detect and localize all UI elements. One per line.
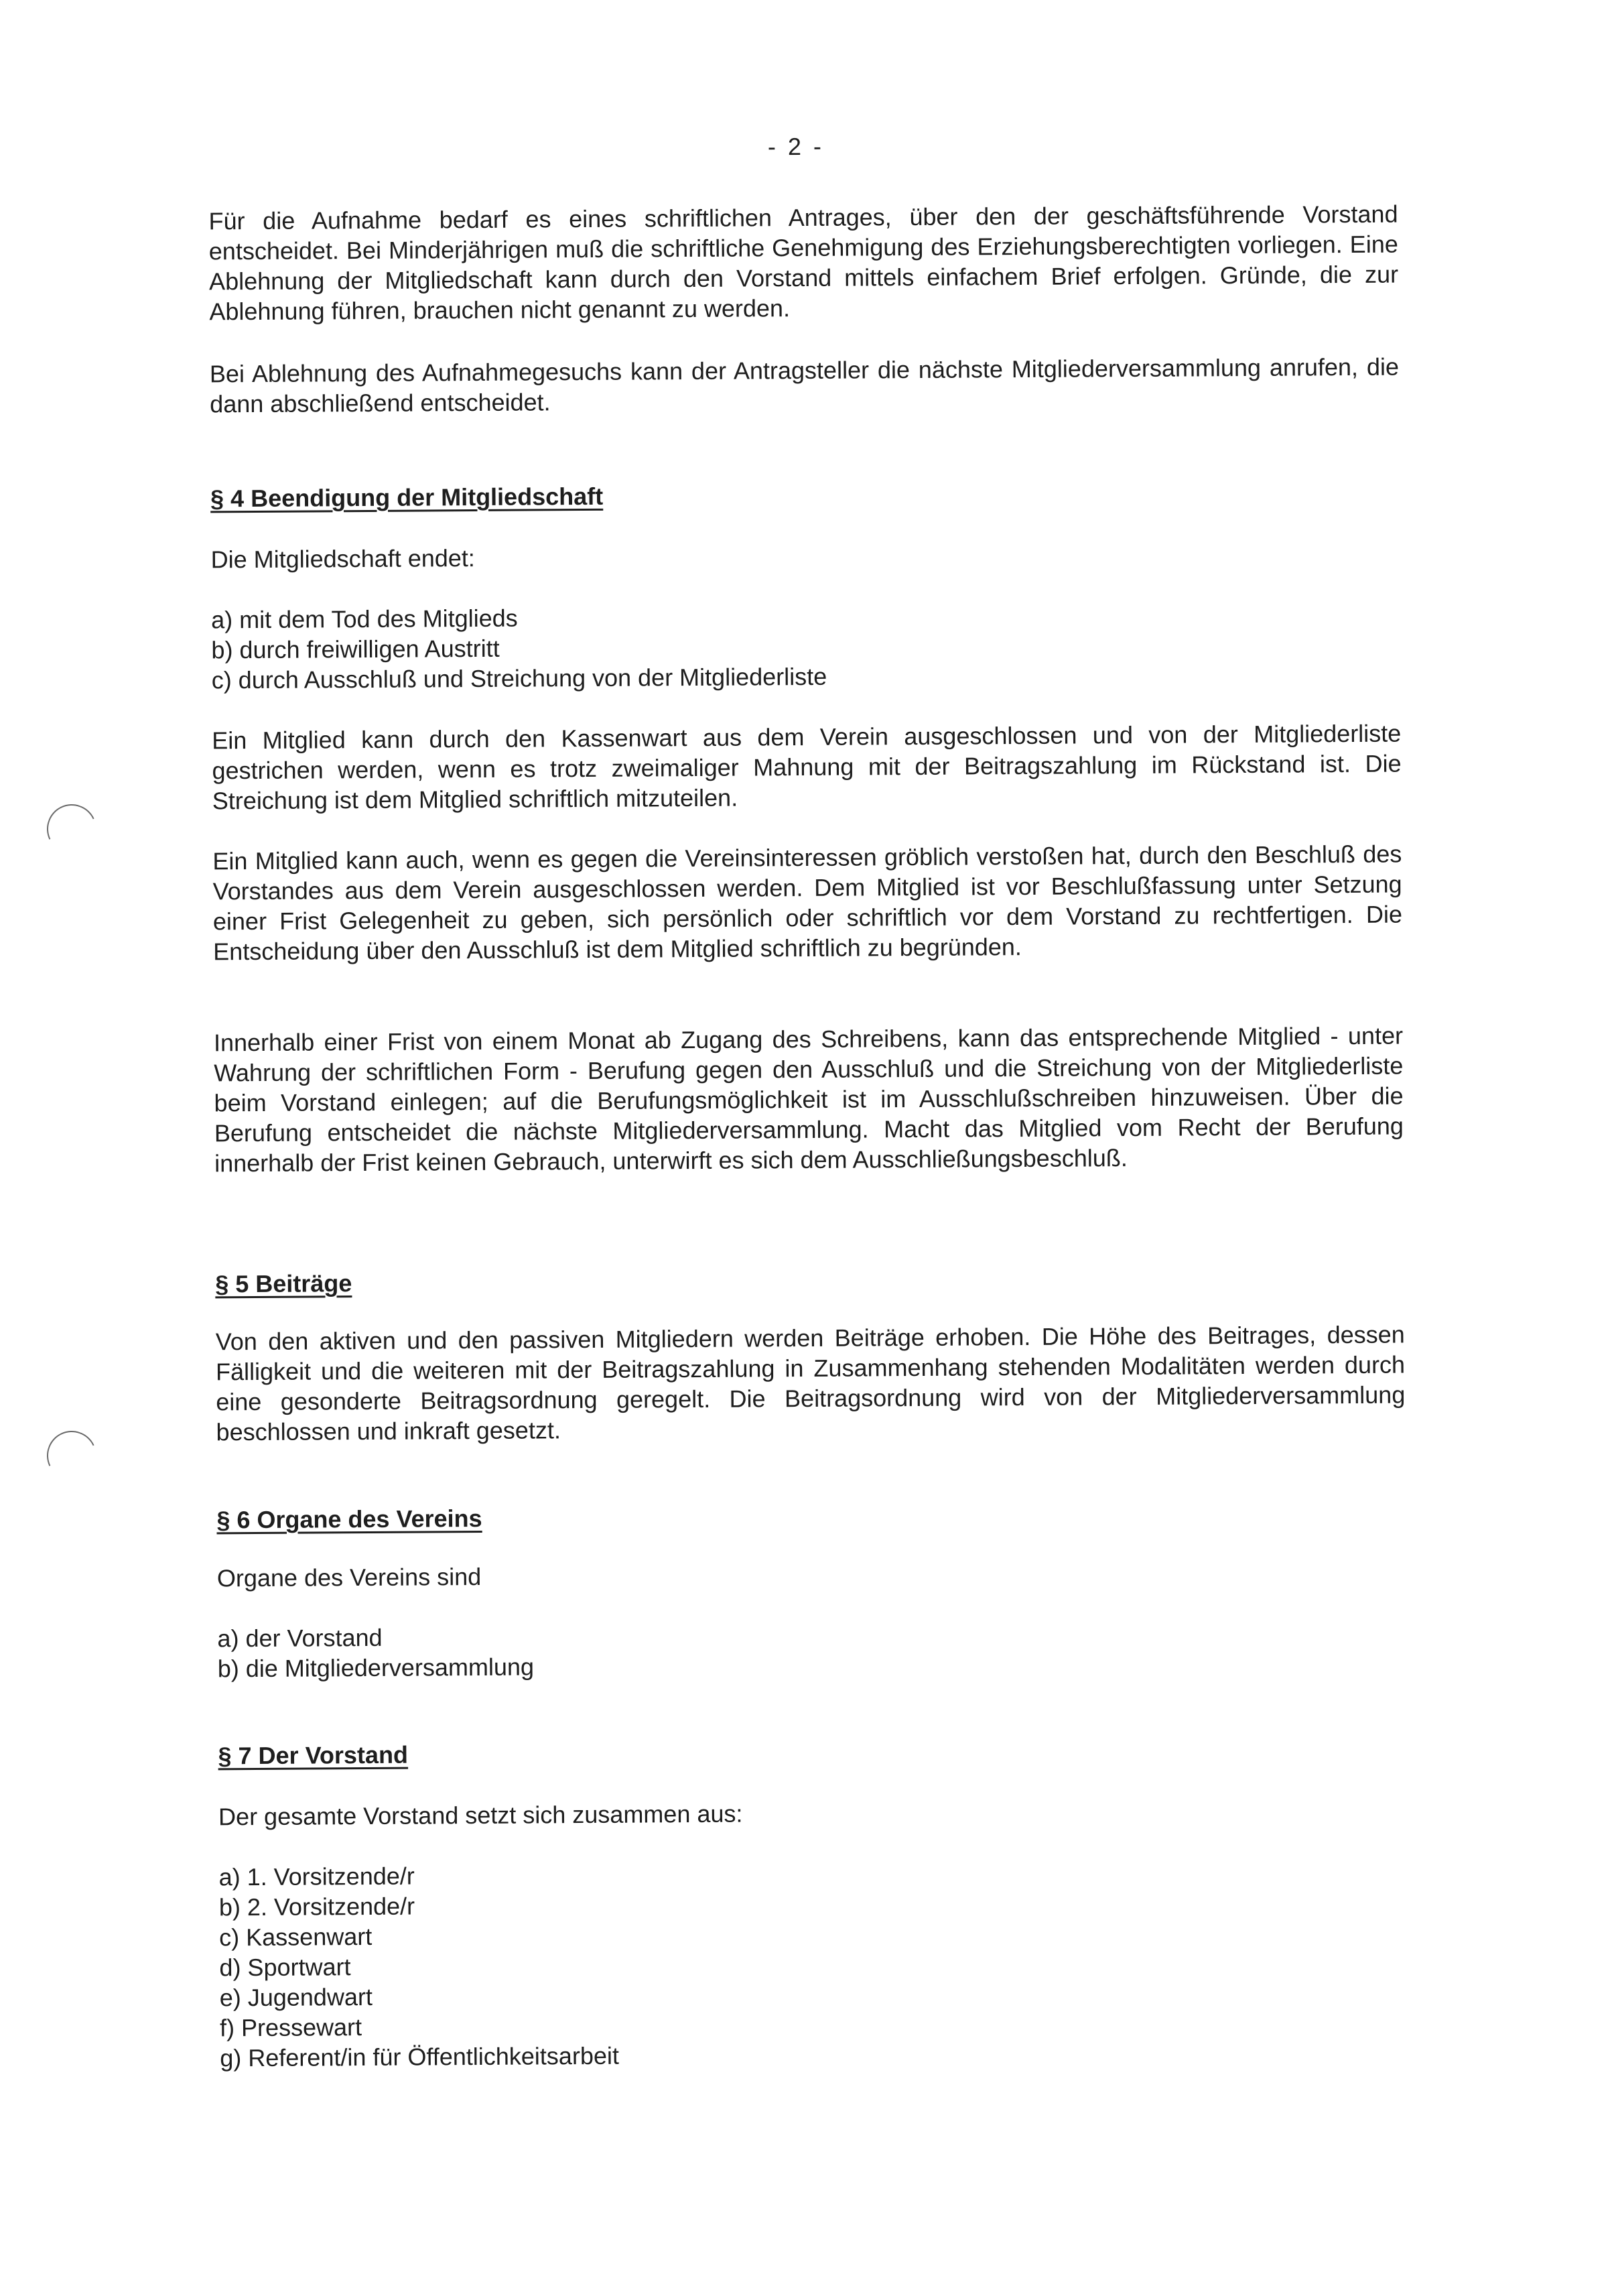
intro-paragraph-2 (210, 352, 1400, 420)
list-item: b) 2. Vorsitzende/r (218, 1892, 415, 1921)
section-4-lead (211, 537, 1400, 575)
paragraph-text: Ein Mitglied kann auch, wenn es gegen die Vereinsinteressen gröblich verstoßen hat, durch den Beschluß des Vorstandes aus dem Verein ausgeschlossen werden. Dem Mitglied ist vor Beschlußfassung unter Setzung einer Frist Gelegenheit zu geben, sich persönlich oder schriftlich vor dem Vorstand zu rechtfertigen. Die Entscheidung über den Ausschluß ist dem Mitglied schriftlich zu begründen. (212, 840, 1403, 966)
section-5-heading (215, 1262, 1404, 1299)
section-4-paragraph-3 (214, 1021, 1404, 1179)
paragraph-text: Ein Mitglied kann durch den Kassenwart aus dem Verein ausgeschlossen und von der Mitgliederliste gestrichen werden, wenn es trotz zweimaliger Mahnung mit der Beitragszahlung im Rückstand ist. Die Streichung ist dem Mitglied schriftlich mitzuteilen. (212, 719, 1402, 815)
paragraph-text: Von den aktiven und den passiven Mitgliedern werden Beiträge erhoben. Die Höhe des Beitrages, dessen Fälligkeit und die weiteren mit der Beitragszahlung in Zusammenhang stehenden Modalitäten werden durch eine gesonderte Beitragsordnung geregelt. Die Beitragsordnung wird von der Mitgliederversammlung beschlossen und inkraft gesetzt. (215, 1320, 1406, 1446)
list-item: f) Pressewart (219, 2013, 362, 2042)
section-7-lead (218, 1795, 1408, 1832)
list-item: b) die Mitgliederversammlung (217, 1653, 535, 1683)
section-4-paragraph-2 (212, 839, 1402, 967)
list-item: d) Sportwart (219, 1953, 351, 1982)
list-item: b) durch freiwilligen Austritt (211, 634, 500, 664)
section-4-list (211, 598, 1401, 696)
list-item: c) durch Ausschluß und Streichung von der Mitgliederliste (211, 662, 827, 694)
list-item: g) Referent/in für Öffentlichkeitsarbeit (220, 2041, 620, 2072)
list-item: a) mit dem Tod des Mitglieds (211, 604, 518, 634)
list-item: e) Jugendwart (219, 1982, 373, 2012)
section-6-heading (216, 1498, 1406, 1535)
section-6-list (217, 1616, 1407, 1684)
page-number: - 2 - (767, 132, 825, 161)
section-6-lead (217, 1556, 1406, 1594)
section-heading: § 4 Beendigung der Mitgliedschaft (210, 482, 604, 513)
section-5-paragraph-1 (216, 1320, 1406, 1448)
paragraph-text: Für die Aufnahme bedarf es eines schriftlichen Antrages, über den der geschäftsführende Vorstand entscheidet. Bei Minderjährigen muß die schriftliche Genehmigung des Erziehungsberechtigten vorliegen. Eine Ablehnung der Mitgliedschaft kann durch den Vorstand mittels einfachem Brief erfolgen. Gründe, die zur Ablehnung führen, brauchen nicht genannt zu werden. (208, 200, 1399, 326)
paragraph-text: Innerhalb einer Frist von einem Monat ab Zugang des Schreibens, kann das entsprechende Mitglied - unter Wahrung der schriftlichen Form - Berufung gegen den Ausschluß und die Streichung von der Mitgliederliste beim Vorstand einlegen; auf die Berufungsmöglichkeit ist im Ausschlußschreiben hinzuweisen. Über die Berufung entscheidet die nächste Mitgliederversammlung. Macht das Mitglied vom Recht der Berufung innerhalb der Frist keinen Gebrauch, unterwirft es sich dem Ausschließungsbeschluß. (213, 1021, 1404, 1177)
section-7-heading (218, 1734, 1407, 1771)
section-heading: § 5 Beiträge (215, 1269, 352, 1298)
list-item: a) der Vorstand (217, 1623, 383, 1653)
lead-text: Der gesamte Vorstand setzt sich zusammen aus: (218, 1799, 743, 1831)
section-heading: § 7 Der Vorstand (218, 1740, 409, 1770)
lead-text: Organe des Vereins sind (216, 1562, 482, 1592)
list-item: c) Kassenwart (219, 1922, 373, 1952)
section-4-paragraph-1 (212, 718, 1402, 816)
list-item: a) 1. Vorsitzende/r (218, 1862, 415, 1891)
section-heading: § 6 Organe des Vereins (216, 1504, 482, 1534)
intro-paragraph-1 (208, 199, 1398, 327)
section-4-heading (210, 476, 1400, 514)
lead-text: Die Mitgliedschaft endet: (210, 544, 475, 574)
section-7-list (219, 1855, 1410, 2074)
paragraph-text: Bei Ablehnung des Aufnahmegesuchs kann der Antragsteller die nächste Mitgliederversammlung anrufen, die dann abschließend entscheidet. (209, 353, 1400, 418)
